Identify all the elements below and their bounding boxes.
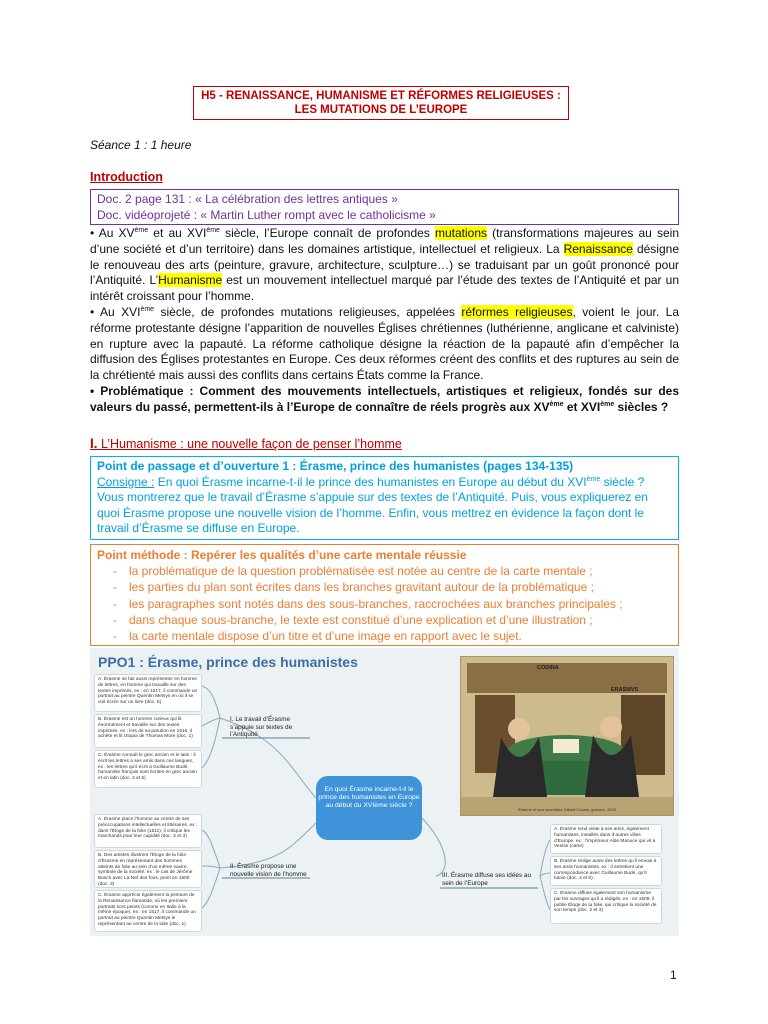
list-item: - la carte mentale dispose d’un titre et d’une image en rapport avec le sujet.	[113, 628, 672, 644]
list-item: - la problématique de la question problématisée est notée au centre de la carte mentale ;	[113, 563, 672, 579]
note-3b: B. Érasme rédige aussi des lettres qu’il envoie à ses amis humanistes. ex : il entretient une correspondance avec Guillaume Budé, qu’il tutoie (doc. 4 et 5)	[550, 856, 662, 886]
branch-3: III. Érasme diffuse ses idées au sein de l’Europe	[442, 872, 532, 887]
doc-reference-1: Doc. 2 page 131 : « La célébration des lettres antiques »	[97, 192, 398, 206]
note-1b: B. Érasme est un homme curieux qui lit énormément et travaille sur des textes imprimés. ex : lors de sa parution en 1516, il achète et lit Utopia de Thomas More (doc. 1)	[94, 714, 202, 748]
introduction-heading: Introduction	[90, 170, 163, 184]
central-question: En quoi Érasme incarne-t-il le prince des humanistes en Europe au début du XVIème siècle ?	[316, 776, 422, 840]
intro-paragraph-2: • Au XVIème siècle, de profondes mutations religieuses, appelées réformes religieuses, voient le jour. La réforme protestante désigne l’apparition de nouvelles Églises chrétiennes (luthérienne, anglicane et calviniste) en rupture avec la papauté. La réforme catholique désigne la réaction de la papauté afin d’empêcher la diffusion des Églises protestantes en Europe. Ces deux réformes créent des conflits et des ruptures au sein de la chrétienté mais aussi des conflits dans certains États comme la France.	[90, 304, 679, 383]
mind-map	[90, 648, 679, 936]
erasmus-engraving-image	[460, 656, 674, 816]
methode-heading: Point méthode : Repérer les qualités d’une carte mentale réussie	[97, 548, 467, 562]
section-number: I.	[90, 436, 98, 451]
branch-1: I. Le travail d’Érasme s’appuie sur textes de l’Antiquité	[230, 716, 293, 738]
chapter-title-line2: LES MUTATIONS DE L’EUROPE	[294, 104, 468, 116]
highlight-renaissance: Renaissance	[563, 241, 633, 256]
doc-reference-2: Doc. vidéoprojeté : « Martin Luther rompt avec le catholicisme »	[97, 208, 436, 222]
consigne-label: Consigne :	[97, 474, 155, 489]
highlight-reformes: réformes religieuses	[461, 304, 573, 319]
list-item: - les parties du plan sont écrites dans les branches gravitant autour de la problématique ;	[113, 579, 672, 595]
note-3a: A. Érasme rend visite à ses amis, également humanistes, installés dans d’autres villes d’Europe. ex : l’imprimeur Alde Manuce qui vit à Venise (carte)	[550, 824, 662, 854]
session-duration: Séance 1 : 1 heure	[90, 138, 192, 152]
introduction-text	[90, 226, 679, 416]
engraving-label-erasmus: ERASMVS	[611, 687, 639, 693]
note-2b: B. Des artistes illustrent l’Éloge de la folie d’Érasme en représentant des hommes atteints de folie au sein d’un même navire, symbole de la société. ex : le cas de Jérôme Bosch avec La Nef des fous, peint en 1500 (doc. 3)	[94, 850, 202, 888]
branch-2: II. Érasme propose une nouvelle vision de l’homme	[230, 863, 307, 878]
section-title: L’Humanisme : une nouvelle façon de penser l’homme	[97, 437, 402, 451]
note-2a: A. Érasme place l’homme au centre de ses préoccupations intellectuelles et littéraires. ex : dans l’Éloge de la folie (1511), il critique les marchands pour leur cupidité (doc. 2 et 3)	[94, 814, 202, 848]
intro-paragraph-1: • Au XVème et au XVIème siècle, l’Europe connaît de profondes mutations (transformations majeures au sein d’une société et d’un territoire) dans les domaines artistique, intellectuel et religieux. La Renaissance désigne le renouveau des arts (peinture, gravure, architecture, sculpture…) se traduisant par un goût prononcé pour l’Antiquité. L’Humanisme est un mouvement intellectuel marqué par l’étude des textes de l’Antiquité et par un intérêt croissant pour l’homme.	[90, 226, 680, 304]
section-heading	[90, 436, 402, 451]
highlight-humanisme: Humanisme	[158, 273, 223, 288]
list-item: - les paragraphes sont notés dans des sous-branches, raccrochées aux branches principales ;	[113, 596, 672, 612]
ppo-consigne: Consigne : En quoi Érasme incarne-t-il le prince des humanistes en Europe au début du XVIème siècle ? Vous montrerez que le travail d’Érasme s’appuie sur des textes de l’Antiquité. Puis, vous expliquerez en quoi Érasme propose une nouvelle vision de l’homme. Enfin, vous mettrez en évidence la façon dont le travail d’Érasme se diffuse en Europe.	[97, 474, 648, 535]
note-1a: A. Érasme se fait aussi représenter en homme de lettres, en homme qui travaille sur des textes imprimés, ex : en 1517, il commande un portrait au peintre Quentin Metsys en où il se voit écrire sur un livre (doc. 5)	[94, 674, 202, 712]
list-item: - dans chaque sous-branche, le texte est constitué d’une explication et d’une illustration ;	[113, 612, 672, 628]
ppo-heading: Point de passage et d’ouverture 1 : Érasme, prince des humanistes (pages 134-135)	[97, 459, 574, 473]
note-1c: C. Érasme connaît le grec ancien et le latin : il écrit les lettres à ses amis dans ces langues, ex : les lettres qu’il écrit à Guillaume Budé, humaniste français sont écrites en grec ancien et en latin (doc. 4 et 5)	[94, 750, 202, 788]
problematique: • Problématique : Comment des mouvements intellectuels, artistiques et religieux, fondés sur des valeurs du passé, permettent-ils à l’Europe de connaître de réels progrès aux XVème et XVIème siècles ?	[90, 383, 679, 414]
methode-box	[90, 544, 679, 646]
mind-map-title: PPO1 : Érasme, prince des humanistes	[98, 654, 358, 670]
engraving-label-codina: CODINA	[537, 665, 559, 671]
ppo-box	[90, 456, 679, 540]
page-number: 1	[670, 968, 677, 982]
note-3c: C. Érasme diffuse également son humanisme par les ouvrages qu’il a rédigés. ex : en 1509, il publie Éloge de la folie, qui critique la société de son temps (doc. 2 et 3)	[550, 888, 662, 924]
engraving-caption: Érasme et son secrétaire Gilbert Cousin, gravure, 1533	[518, 807, 616, 812]
highlight-mutations: mutations	[434, 226, 487, 240]
engraving-illustration	[461, 657, 673, 815]
methode-list	[97, 563, 672, 644]
chapter-title-box	[193, 86, 569, 120]
note-2c: C. Érasme apprécie également la peinture de la Renaissance flamande, où les premiers portraits sont peints (comme en Italie à la même époque). ex : en 1517, il commande un portrait au peintre Quentin Metsys le représentant au centre de la toile (doc. 1)	[94, 890, 202, 932]
chapter-title-line1: H5 - RENAISSANCE, HUMANISME ET RÉFORMES RELIGIEUSES :	[201, 90, 561, 102]
documents-box	[90, 189, 679, 225]
